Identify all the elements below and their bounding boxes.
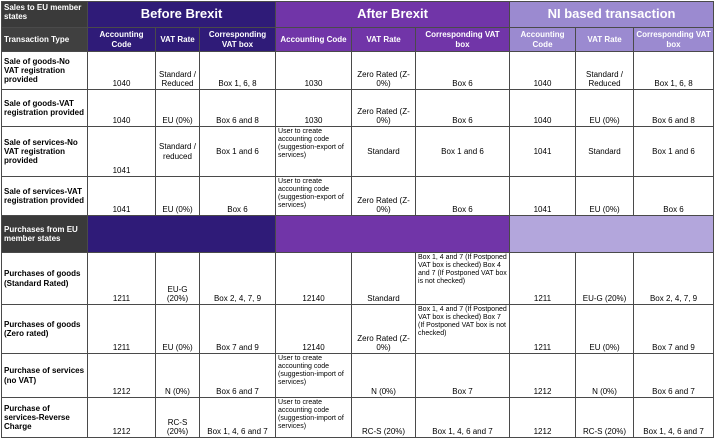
transaction-type-header: Transaction Type xyxy=(2,28,88,52)
cell: EU (0%) xyxy=(156,305,200,354)
cell: 1212 xyxy=(510,354,576,398)
band-after-brexit xyxy=(276,216,510,253)
row-label: Purchase of services-Reverse Charge xyxy=(2,398,88,438)
cell: Standard xyxy=(576,127,634,177)
cell: Box 1 and 6 xyxy=(634,127,714,177)
col-header: Corresponding VAT box xyxy=(200,28,276,52)
row-label: Sale of services-No VAT registration provided xyxy=(2,127,88,177)
cell: Standard / Reduced xyxy=(156,52,200,90)
col-header: Corresponding VAT box xyxy=(634,28,714,52)
group-header-row xyxy=(2,2,714,28)
row-label: Sale of services-VAT registration provided xyxy=(2,177,88,216)
cell: 1212 xyxy=(88,354,156,398)
row-label: Sale of goods-No VAT registration provided xyxy=(2,52,88,90)
cell: 1211 xyxy=(88,253,156,305)
cell: 1212 xyxy=(88,398,156,438)
cell: Box 6 and 7 xyxy=(634,354,714,398)
cell: RC-S (20%) xyxy=(352,398,416,438)
cell: 1211 xyxy=(510,305,576,354)
purchases-section-label: Purchases from EU member states xyxy=(2,216,88,253)
cell: User to create accounting code (suggestion-export of services) xyxy=(276,127,352,177)
cell: Box 7 xyxy=(416,354,510,398)
table-row xyxy=(2,354,714,398)
cell: Standard xyxy=(352,253,416,305)
row-label: Purchases of goods (Standard Rated) xyxy=(2,253,88,305)
cell: N (0%) xyxy=(576,354,634,398)
cell: Box 2, 4, 7, 9 xyxy=(200,253,276,305)
row-label: Purchases of goods (Zero rated) xyxy=(2,305,88,354)
cell: EU (0%) xyxy=(576,177,634,216)
band-ni-based xyxy=(510,216,714,253)
cell: Box 2, 4, 7, 9 xyxy=(634,253,714,305)
vat-mapping-table xyxy=(1,1,714,438)
col-header: Accounting Code xyxy=(276,28,352,52)
group-before-brexit: Before Brexit xyxy=(88,2,276,28)
cell: 1040 xyxy=(510,52,576,90)
cell: 1030 xyxy=(276,52,352,90)
cell: Box 1 and 6 xyxy=(200,127,276,177)
col-header: VAT Rate xyxy=(576,28,634,52)
cell: 1041 xyxy=(88,177,156,216)
cell: Box 1, 6, 8 xyxy=(634,52,714,90)
cell: 1030 xyxy=(276,90,352,127)
cell: Standard / Reduced xyxy=(576,52,634,90)
table-row xyxy=(2,52,714,90)
col-header: Accounting Code xyxy=(88,28,156,52)
col-header: VAT Rate xyxy=(352,28,416,52)
cell: 1041 xyxy=(88,127,156,177)
col-header: VAT Rate xyxy=(156,28,200,52)
cell: User to create accounting code (suggestion-export of services) xyxy=(276,177,352,216)
cell: 1211 xyxy=(510,253,576,305)
cell: Box 7 and 9 xyxy=(634,305,714,354)
cell: Box 6 xyxy=(416,90,510,127)
cell: Box 1, 4 and 7 (If Postponed VAT box is checked) Box 4 and 7 (If Postponed VAT box is not checked) xyxy=(416,253,510,305)
table-row xyxy=(2,305,714,354)
cell: Box 6 xyxy=(634,177,714,216)
table-row xyxy=(2,177,714,216)
cell: User to create accounting code (suggestion-import of services) xyxy=(276,354,352,398)
purchases-section-row xyxy=(2,216,714,253)
row-label: Purchase of services (no VAT) xyxy=(2,354,88,398)
cell: RC-S (20%) xyxy=(156,398,200,438)
cell: N (0%) xyxy=(156,354,200,398)
cell: 1041 xyxy=(510,177,576,216)
cell: N (0%) xyxy=(352,354,416,398)
group-after-brexit: After Brexit xyxy=(276,2,510,28)
cell: Box 6 and 7 xyxy=(200,354,276,398)
cell: RC-S (20%) xyxy=(576,398,634,438)
cell: Box 6 xyxy=(200,177,276,216)
cell: EU-G (20%) xyxy=(576,253,634,305)
cell: 1211 xyxy=(88,305,156,354)
cell: 1040 xyxy=(88,90,156,127)
cell: Zero Rated (Z-0%) xyxy=(352,52,416,90)
col-header: Corresponding VAT box xyxy=(416,28,510,52)
table-row xyxy=(2,90,714,127)
cell: 12140 xyxy=(276,253,352,305)
cell: EU (0%) xyxy=(576,90,634,127)
row-label: Sale of goods-VAT registration provided xyxy=(2,90,88,127)
cell: User to create accounting code (suggestion-import of services) xyxy=(276,398,352,438)
subheader-row xyxy=(2,28,714,52)
cell: 1040 xyxy=(88,52,156,90)
group-ni-based: NI based transaction xyxy=(510,2,714,28)
cell: Box 1, 4, 6 and 7 xyxy=(416,398,510,438)
cell: Box 1, 4, 6 and 7 xyxy=(634,398,714,438)
corner-label: Sales to EU member states xyxy=(2,2,88,28)
cell: EU-G (20%) xyxy=(156,253,200,305)
cell: Box 7 and 9 xyxy=(200,305,276,354)
cell: Zero Rated (Z-0%) xyxy=(352,177,416,216)
col-header: Accounting Code xyxy=(510,28,576,52)
cell: Box 6 and 8 xyxy=(634,90,714,127)
table-row xyxy=(2,127,714,177)
cell: Box 6 and 8 xyxy=(200,90,276,127)
cell: Box 1, 6, 8 xyxy=(200,52,276,90)
cell: EU (0%) xyxy=(156,90,200,127)
cell: Zero Rated (Z-0%) xyxy=(352,90,416,127)
cell: Box 6 xyxy=(416,52,510,90)
cell: EU (0%) xyxy=(576,305,634,354)
cell: EU (0%) xyxy=(156,177,200,216)
cell: 1212 xyxy=(510,398,576,438)
table-row xyxy=(2,398,714,438)
cell: Standard / reduced xyxy=(156,127,200,177)
cell: 1040 xyxy=(510,90,576,127)
table-row xyxy=(2,253,714,305)
cell: Box 1 and 6 xyxy=(416,127,510,177)
cell: Box 6 xyxy=(416,177,510,216)
cell: Box 1, 4 and 7 (If Postponed VAT box is checked) Box 7 (If Postponed VAT box is not checked) xyxy=(416,305,510,354)
cell: 1041 xyxy=(510,127,576,177)
cell: Zero Rated (Z-0%) xyxy=(352,305,416,354)
cell: Standard xyxy=(352,127,416,177)
cell: Box 1, 4, 6 and 7 xyxy=(200,398,276,438)
cell: 12140 xyxy=(276,305,352,354)
band-before-brexit xyxy=(88,216,276,253)
